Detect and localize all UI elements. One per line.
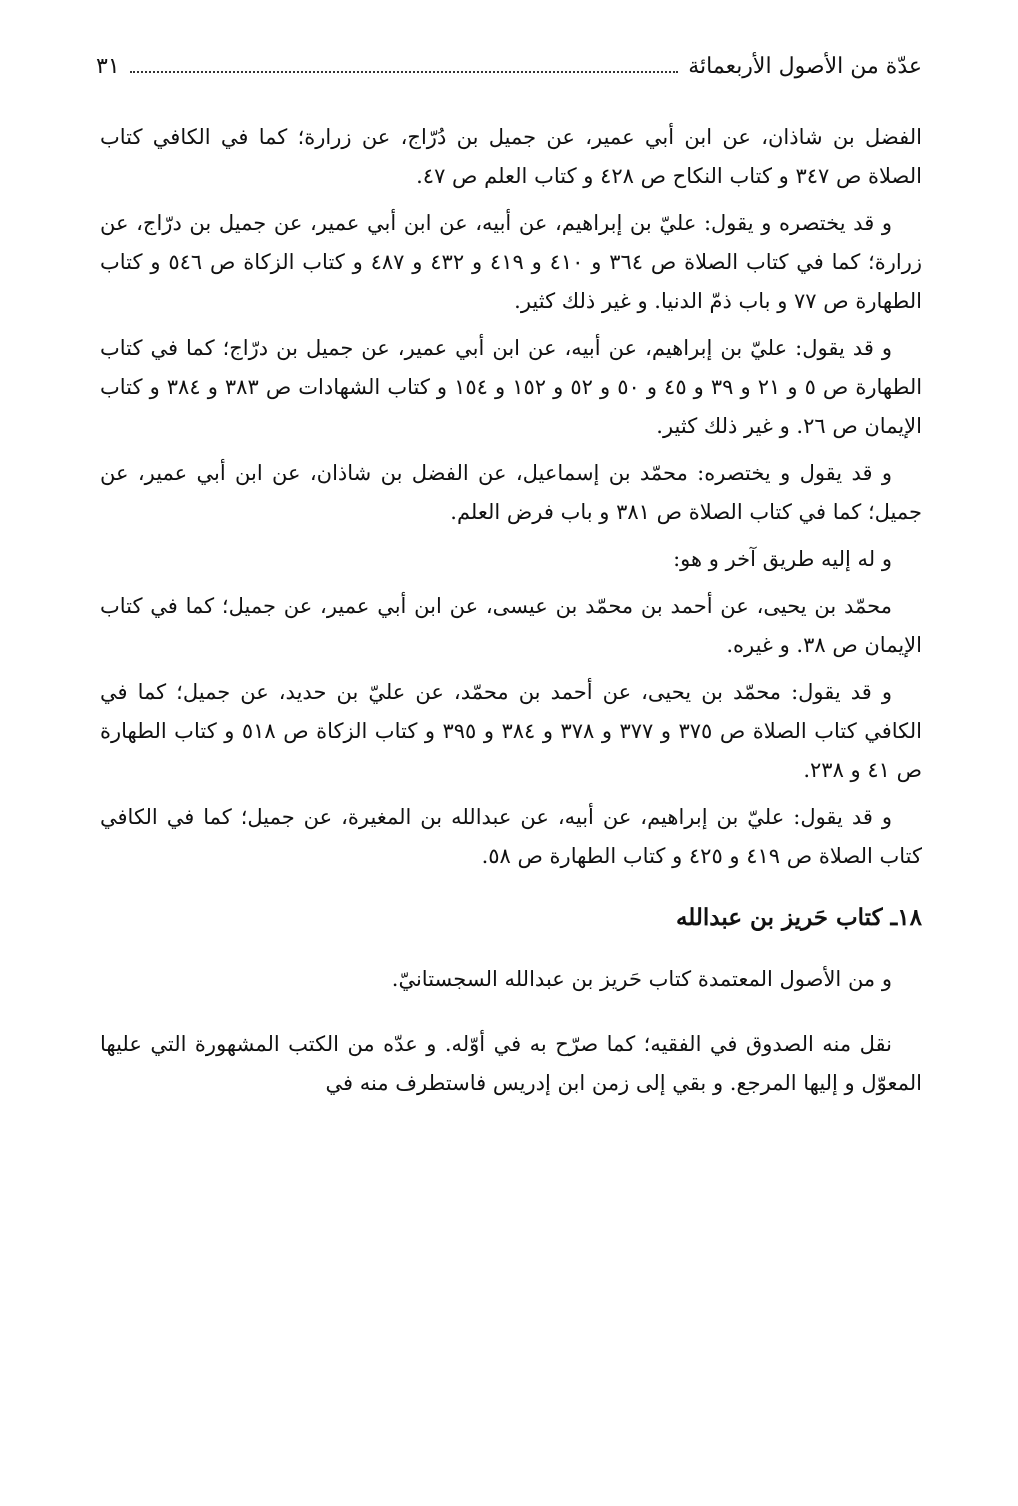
header-dot-leader	[130, 71, 679, 73]
paragraph-5: و له إليه طريق آخر و هو:	[673, 547, 892, 571]
paragraph-2: و قد يختصره و يقول: عليّ بن إبراهيم، عن أبيه، عن ابن أبي عمير، عن جميل بن درّاج، عن زرارة؛ كما في كتاب الصلاة ص ٣٦٤ و ٤١٠ و ٤١٩ و ٤٣٢ و ٤٨٧ و كتاب الزكاة ص ٥٤٦ و كتاب الطهارة ص ٧٧ و باب ذمّ الدنيا. و غير ذلك كثير.	[100, 211, 922, 313]
paragraph-4: و قد يقول و يختصره: محمّد بن إسماعيل، عن الفضل بن شاذان، عن ابن أبي عمير، عن جميل؛ كما في كتاب الصلاة ص ٣٨١ و باب فرض العلم.	[100, 461, 922, 524]
paragraph-3: و قد يقول: عليّ بن إبراهيم، عن أبيه، عن ابن أبي عمير، عن جميل بن درّاج؛ كما في كتاب الطهارة ص ٥ و ٢١ و ٣٩ و ٤٥ و ٥٠ و ٥٢ و ١٥٢ و ١٥٤ و كتاب الشهادات ص ٣٨٣ و ٣٨٤ و كتاب الإيمان ص ٢٦. و غير ذلك كثير.	[100, 336, 923, 438]
section-intro: و من الأصول المعتمدة كتاب حَريز بن عبدالله السجستانيّ.	[391, 967, 892, 991]
main-text	[100, 118, 922, 1111]
section-heading: ١٨ـ كتاب حَريز بن عبدالله	[675, 904, 922, 931]
paragraph-6: محمّد بن يحيى، عن أحمد بن محمّد بن عيسى، عن ابن أبي عمير، عن جميل؛ كما في كتاب الإيمان ص ٣٨. و غيره.	[100, 594, 922, 657]
paragraph-8: و قد يقول: عليّ بن إبراهيم، عن أبيه، عن عبدالله بن المغيرة، عن جميل؛ كما في الكافي كتاب الصلاة ص ٤١٩ و ٤٢٥ و كتاب الطهارة ص ٥٨.	[100, 805, 922, 868]
paragraph-7: و قد يقول: محمّد بن يحيى، عن أحمد بن محمّد، عن عليّ بن حديد، عن جميل؛ كما في الكافي كتاب الصلاة ص ٣٧٥ و ٣٧٧ و ٣٧٨ و ٣٨٤ و ٣٩٥ و كتاب الزكاة ص ٥١٨ و كتاب الطهارة ص ٤١ و ٢٣٨.	[100, 680, 922, 782]
section-body: نقل منه الصدوق في الفقيه؛ كما صرّح به في أوّله. و عدّه من الكتب المشهورة التي عليها المعوّل و إليها المرجع. و بقي إلى زمن ابن إدريس فاستطرف منه في	[100, 1032, 922, 1095]
paragraph-1: الفضل بن شاذان، عن ابن أبي عمير، عن جميل بن دُرّاج، عن زرارة؛ كما في الكافي كتاب الصلاة ص ٣٤٧ و كتاب النكاح ص ٤٢٨ و كتاب العلم ص ٤٧.	[100, 125, 922, 188]
page-header	[96, 44, 922, 88]
running-title: عدّة من الأصول الأربعمائة	[688, 53, 922, 79]
page-number: ٣١	[96, 53, 120, 79]
